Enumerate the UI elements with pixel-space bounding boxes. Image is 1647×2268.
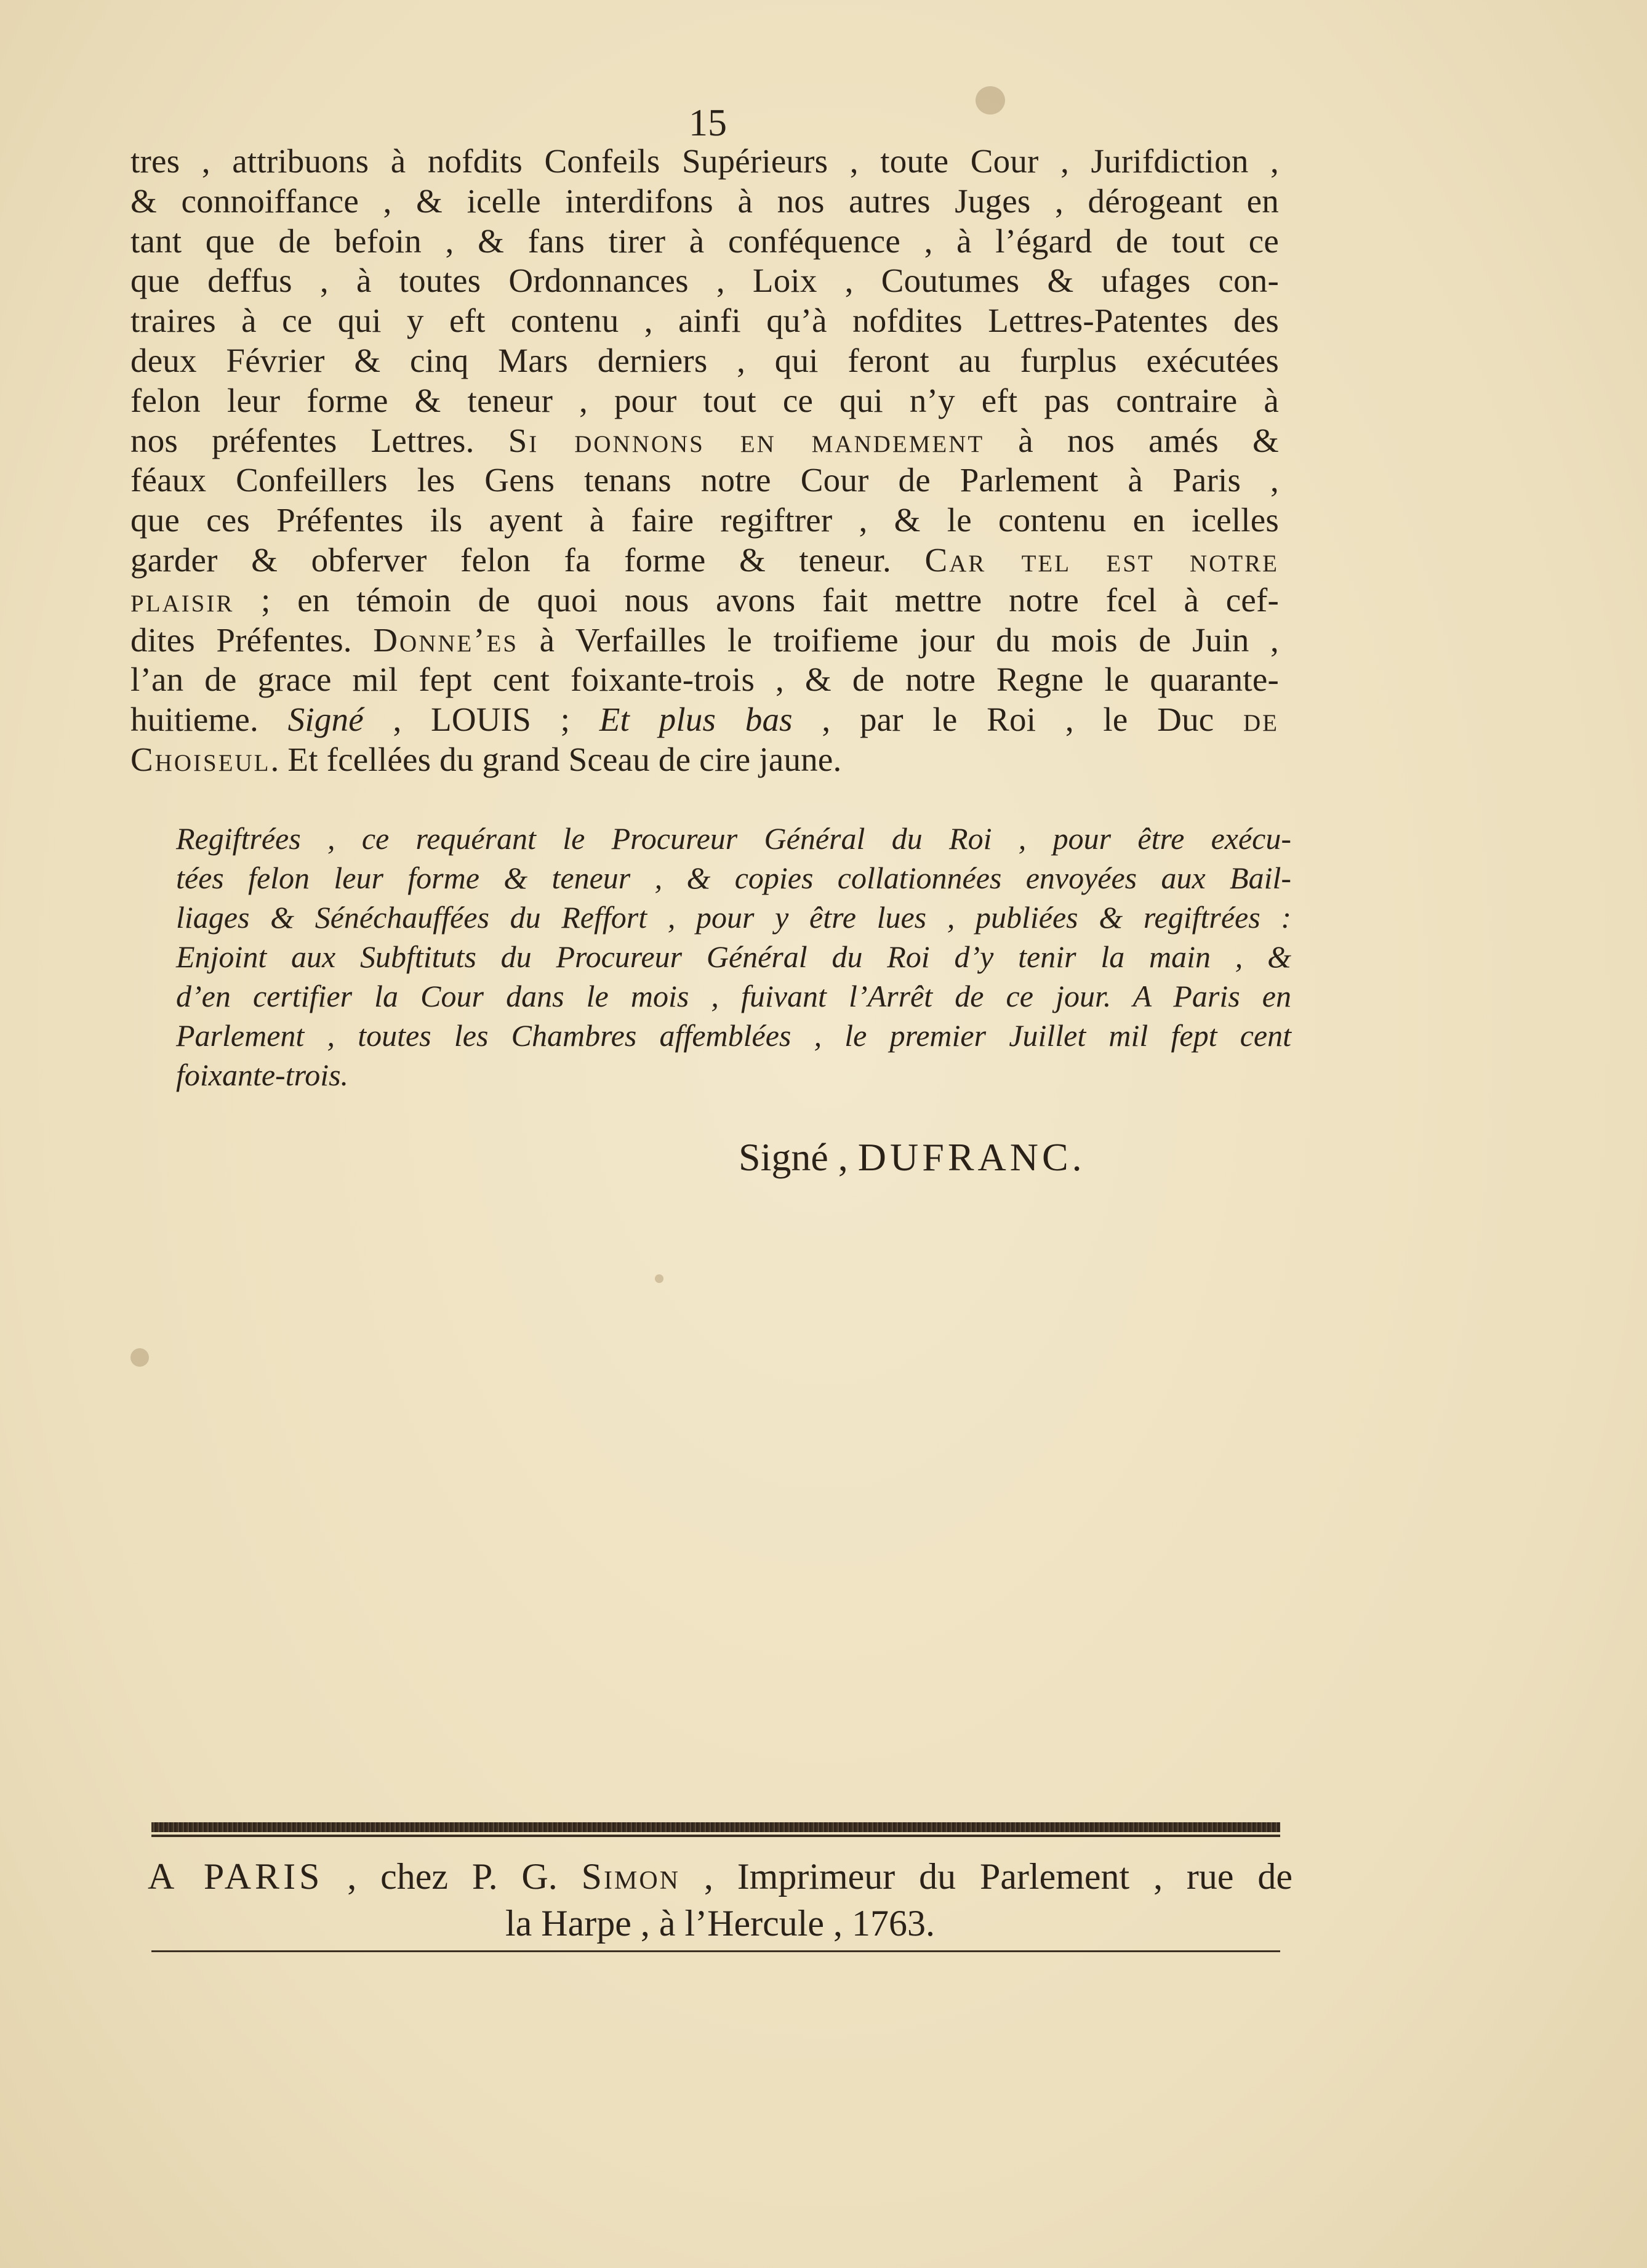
- registration-line: d’en certifier la Cour dans le mois , fuivant l’Arrêt de ce jour. A Paris en: [176, 979, 1291, 1013]
- text-line: tres , attribuons à nofdits Confeils Supérieurs , toute Cour , Jurifdiction ,: [130, 142, 1279, 180]
- text-line: [130, 541, 1279, 581]
- signatory-name: DUFRANC.: [857, 1135, 1086, 1179]
- signature-line: [739, 1133, 1086, 1182]
- small-caps-phrase: Si donnons en mandement: [508, 421, 985, 459]
- text-fragment: dites Préfentes.: [130, 621, 374, 659]
- text-fragment: garder & obferver felon fa forme & teneur.: [130, 541, 925, 579]
- signature-prefix: Signé ,: [739, 1135, 858, 1179]
- text-fragment: à nos amés &: [984, 421, 1279, 459]
- page-number: 15: [689, 102, 727, 144]
- text-fragment: ; en témoin de quoi nous avons fait mettre notre fcel à cef-: [234, 581, 1279, 619]
- text-line: féaux Confeillers les Gens tenans notre Cour de Parlement à Paris ,: [130, 461, 1279, 499]
- registration-line: Regiftrées , ce requérant le Procureur Général du Roi , pour être exécu-: [176, 821, 1291, 856]
- small-caps-phrase: Car tel est notre: [924, 541, 1279, 579]
- text-fragment: nos préfentes Lettres.: [130, 421, 508, 459]
- text-fragment: huitieme.: [130, 701, 288, 739]
- text-line: traires à ce qui y eft contenu , ainfi qu’à nofdites Lettres-Patentes des: [130, 302, 1279, 340]
- registration-line: Enjoint aux Subftituts du Procureur Général du Roi d’y tenir la main , &: [176, 939, 1291, 974]
- text-line: tant que de befoin , & fans tirer à conféquence , à l’égard de tout ce: [130, 222, 1279, 260]
- registration-notice: [176, 819, 1291, 1095]
- text-line: [130, 621, 1279, 661]
- imprint-line: [148, 1853, 1292, 1900]
- printer-name: Simon: [581, 1856, 680, 1897]
- registration-line: liages & Sénéchauffées du Reffort , pour y être lues , publiées & regiftrées :: [176, 900, 1291, 935]
- small-caps-phrase: Donne’es: [373, 621, 519, 659]
- imprint-line: la Harpe , à l’Hercule , 1763.: [505, 1903, 936, 1944]
- text-line: [130, 581, 1279, 621]
- small-caps-phrase: Choiseul: [130, 740, 271, 778]
- text-fragment: . Et fcellées du grand Sceau de cire jaune.: [270, 740, 842, 778]
- text-fragment: , chez P. G.: [323, 1856, 582, 1897]
- text-line: deux Février & cinq Mars derniers , qui feront au furplus exécutées: [130, 341, 1279, 379]
- text-line: & connoiffance , & icelle interdifons à nos autres Juges , dérogeant en: [130, 182, 1279, 220]
- text-fragment: , Imprimeur du Parlement , rue de: [680, 1856, 1292, 1897]
- italic-phrase: Signé: [287, 701, 364, 739]
- foxing-spot: [655, 1274, 663, 1283]
- text-fragment: , LOUIS ;: [363, 701, 599, 739]
- italic-phrase: Et plus bas: [599, 701, 793, 739]
- divider: [151, 1835, 1280, 1837]
- text-line: [130, 700, 1279, 740]
- text-line: [130, 421, 1279, 461]
- printer-imprint: [148, 1853, 1292, 1947]
- divider: [151, 1950, 1280, 1952]
- registration-line: Parlement , toutes les Chambres affemblées , le premier Juillet mil fept cent: [176, 1018, 1291, 1053]
- text-line: [130, 740, 1279, 780]
- small-caps-phrase: plaisir: [130, 581, 234, 619]
- foxing-spot: [130, 1348, 149, 1367]
- decree-body-text: [130, 142, 1279, 780]
- foxing-spot: [976, 86, 1005, 115]
- imprint-city: A PARIS: [148, 1856, 324, 1897]
- registration-line: tées felon leur forme & teneur , & copies collationnées envoyées aux Bail-: [176, 861, 1291, 895]
- text-line: l’an de grace mil fept cent foixante-trois , & de notre Regne le quarante-: [130, 661, 1279, 699]
- registration-line: foixante-trois.: [176, 1058, 349, 1092]
- text-fragment: , par le Roi , le Duc: [792, 701, 1244, 739]
- text-line: que deffus , à toutes Ordonnances , Loix , Coutumes & ufages con-: [130, 262, 1279, 300]
- text-line: que ces Préfentes ils ayent à faire regiftrer , & le contenu en icelles: [130, 501, 1279, 539]
- ornamental-rule: [151, 1822, 1280, 1832]
- text-line: felon leur forme & teneur , pour tout ce qui n’y eft pas contraire à: [130, 381, 1279, 419]
- small-caps-phrase: de: [1243, 701, 1280, 739]
- text-fragment: à Verfailles le troifieme jour du mois de Juin ,: [518, 621, 1279, 659]
